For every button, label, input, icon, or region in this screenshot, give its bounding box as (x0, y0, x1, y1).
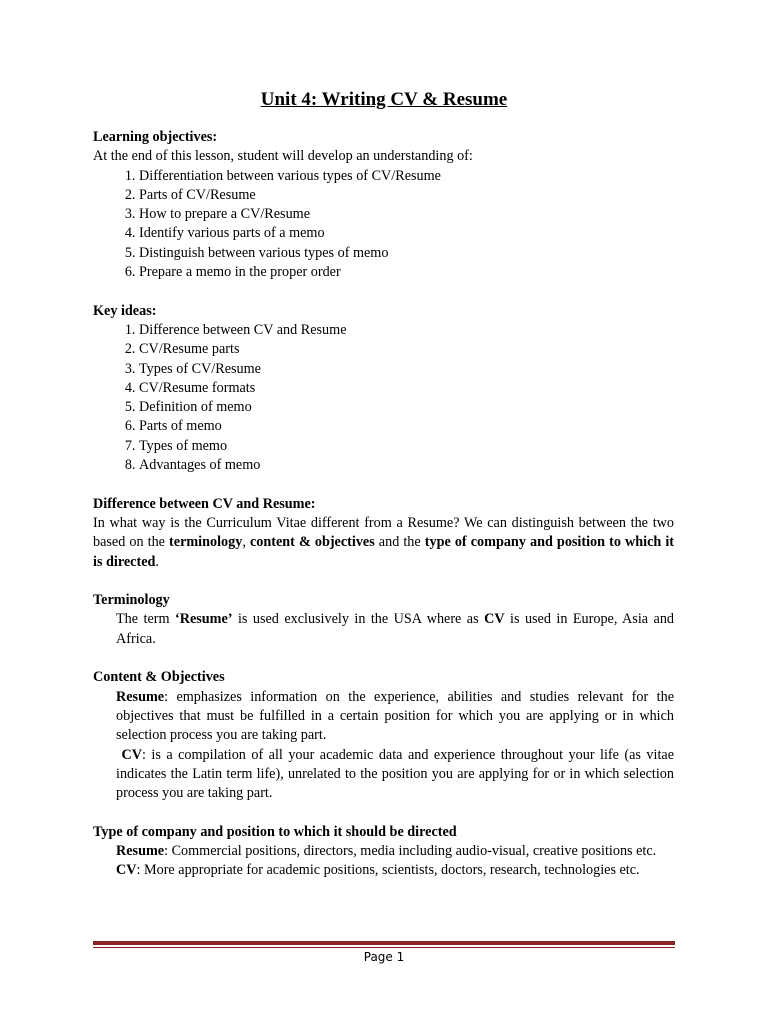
list-item: 2. Parts of CV/Resume (139, 186, 674, 205)
company-resume-text: : Commercial positions, directors, media including audio-visual, creative positions etc. (164, 842, 657, 859)
terminology-bold-cv: CV (484, 611, 505, 628)
terminology-bold-resume: ‘Resume’ (174, 611, 233, 628)
content-objectives-heading: Content & Objectives (93, 669, 225, 686)
difference-bold-terminology: terminology (169, 534, 243, 551)
content-cv-text: : is a compilation of all your academic data and experience throughout your life (as vitae indicates the Latin term life), unrelated to the position you are applying for or in which selection process you are taking part. (116, 746, 675, 802)
list-item: 8. Advantages of memo (139, 456, 674, 475)
company-cv-paragraph (93, 861, 674, 880)
page-number: Page 1 (363, 950, 405, 964)
list-item: 1. Difference between CV and Resume (139, 321, 674, 340)
footer-divider-thick (93, 941, 675, 945)
company-cv-text: : More appropriate for academic positions, scientists, doctors, research, technologies etc. (136, 862, 640, 879)
list-item: 7. Types of memo (139, 437, 674, 456)
content-resume-label: Resume (116, 688, 165, 705)
difference-text-4: . (155, 553, 159, 570)
terminology-heading: Terminology (93, 592, 170, 609)
difference-heading: Difference between CV and Resume: (93, 495, 316, 512)
list-item: 4. CV/Resume formats (139, 379, 674, 398)
list-item: 3. Types of CV/Resume (139, 360, 674, 379)
content-cv-label: CV (121, 746, 142, 763)
company-type-heading: Type of company and position to which it should be directed (93, 823, 457, 840)
content-resume-text: : emphasizes information on the experience, abilities and studies relevant for the objectives that must be fulfilled in a certain position for which you are applying or in which selection process you are taking part. (116, 688, 674, 744)
difference-bold-company: type of company and position to which it is directed (93, 534, 674, 570)
learning-objectives-heading: Learning objectives: (93, 129, 218, 145)
list-item: 5. Distinguish between various types of memo (139, 244, 674, 263)
content-resume-paragraph (93, 688, 674, 746)
terminology-paragraph (93, 610, 674, 649)
company-resume-label: Resume (116, 842, 165, 859)
page-title: Unit 4: Writing CV & Resume (260, 89, 508, 110)
list-item: 4. Identify various parts of a memo (139, 224, 674, 243)
document-body (93, 128, 674, 881)
difference-bold-content: content & objectives (249, 534, 375, 551)
difference-text-2: , (242, 534, 250, 551)
learning-objectives-list (93, 167, 674, 283)
list-item: 2. CV/Resume parts (139, 340, 674, 359)
list-item: 6. Prepare a memo in the proper order (139, 263, 674, 282)
difference-text-1: In what way is the Curriculum Vitae different from a Resume? We can distinguish between the two based on the (93, 514, 674, 551)
learning-objectives-intro: At the end of this lesson, student will develop an understanding of: (93, 148, 473, 165)
company-cv-label: CV (116, 862, 137, 879)
list-item: 6. Parts of memo (139, 417, 674, 436)
difference-text-3: and the (374, 534, 425, 551)
terminology-text-2: is used exclusively in the USA where as (232, 611, 485, 628)
list-item: 1. Differentiation between various types of CV/Resume (139, 167, 674, 186)
key-ideas-list (93, 321, 674, 475)
list-item: 3. How to prepare a CV/Resume (139, 205, 674, 224)
content-cv-paragraph (93, 746, 674, 804)
key-ideas-heading: Key ideas: (93, 302, 157, 319)
difference-paragraph (93, 514, 674, 572)
list-item: 5. Definition of memo (139, 398, 674, 417)
terminology-text-1: The term (116, 611, 175, 628)
company-resume-paragraph (93, 842, 674, 861)
terminology-text-3: is used in Europe, Asia and Africa. (116, 611, 675, 647)
